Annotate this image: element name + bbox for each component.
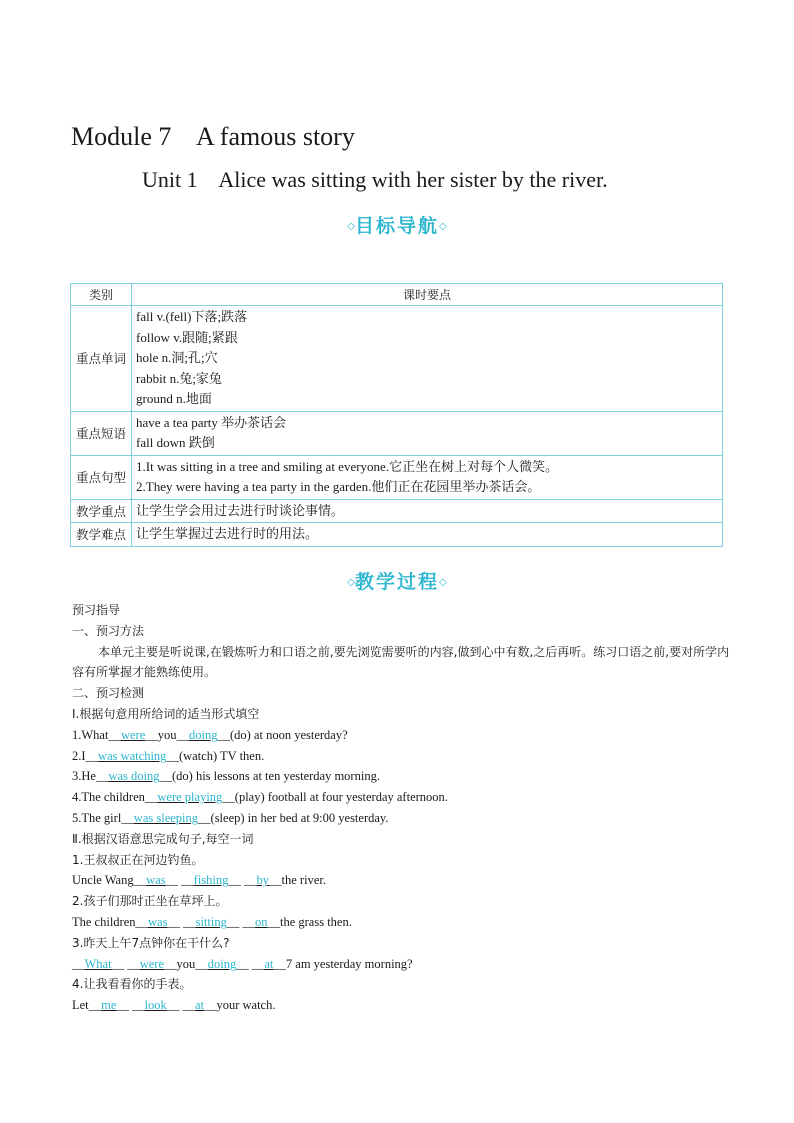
diamond-icon: ◇ <box>439 221 447 232</box>
text: 7 am yesterday morning? <box>285 956 413 971</box>
text: Uncle Wang <box>72 873 134 888</box>
table-line: fall v.(fell)下落;跌落 <box>136 309 248 324</box>
lesson-body <box>72 600 732 1016</box>
answer: doing <box>207 956 237 971</box>
exercise-item: The children__was__ __sitting__ __on__the grass then. <box>72 914 352 929</box>
translation-prompt: 3.昨天上午7点钟你在干什么? <box>72 935 230 950</box>
answer: was doing <box>108 769 160 784</box>
subheading: 一、预习方法 <box>72 623 145 638</box>
text: your watch. <box>216 998 276 1013</box>
answer: at <box>194 998 204 1013</box>
text: (do) his lessons at ten yesterday morning. <box>172 769 380 784</box>
exercise-item: __What__ __were__you__doing__ __at__7 am yesterday morning? <box>72 956 413 971</box>
text: 4.The children <box>72 790 145 805</box>
answer: by <box>256 873 270 888</box>
exercise-item: 1.What__were__you__doing__(do) at noon yesterday? <box>72 727 348 742</box>
answer: on <box>254 914 268 929</box>
table-row <box>71 499 723 523</box>
section-heading-goals <box>0 211 794 238</box>
text: (play) football at four yesterday afternoon. <box>234 790 448 805</box>
table-line: rabbit n.兔;家兔 <box>136 370 222 386</box>
translation-prompt: 2.孩子们那时正坐在草坪上。 <box>72 894 228 909</box>
text: you <box>176 956 196 971</box>
exercise-title: Ⅰ.根据句意用所给词的适当形式填空 <box>72 706 260 721</box>
exercise-item: 5.The girl__was sleeping__(sleep) in her bed at 9:00 yesterday. <box>72 810 389 825</box>
section-title: 教学过程 <box>354 571 439 593</box>
table-content <box>132 411 723 455</box>
table-row <box>71 523 723 547</box>
table-header: 课时要点 <box>132 284 723 306</box>
subheading: 预习指导 <box>72 603 121 617</box>
answer: was watching <box>98 748 167 763</box>
table-row <box>71 306 723 412</box>
table-header-row <box>71 284 723 306</box>
answer: was <box>148 914 168 929</box>
text: the grass then. <box>279 914 352 929</box>
text: 2.I <box>72 748 86 763</box>
key-points-table <box>70 283 723 547</box>
diamond-icon: ◇ <box>439 577 447 588</box>
table-category: 重点句型 <box>71 455 132 499</box>
table-category: 教学重点 <box>71 499 132 523</box>
text: Let <box>72 998 89 1013</box>
answer: What <box>84 956 112 971</box>
table-content <box>132 499 723 523</box>
table-row <box>71 411 723 455</box>
table-line: ground n.地面 <box>136 391 212 406</box>
exercise-item: Let__me__ __look__ __at__your watch. <box>72 998 276 1013</box>
exercise-title: Ⅱ.根据汉语意思完成句子,每空一词 <box>72 831 254 846</box>
table-category: 重点短语 <box>71 411 132 455</box>
table-row <box>71 455 723 499</box>
translation-prompt: 1.王叔叔正在河边钓鱼。 <box>72 852 204 867</box>
module-title: Module 7 A famous story <box>71 122 355 151</box>
diamond-icon: ◇ <box>347 577 355 588</box>
exercise-item: 2.I__was watching__(watch) TV then. <box>72 748 265 763</box>
answer: at <box>264 956 274 971</box>
answer: were <box>139 956 164 971</box>
table-content <box>132 455 723 499</box>
answer: were <box>120 727 146 742</box>
table-line: have a tea party 举办茶话会 <box>136 414 287 430</box>
text: 5.The girl <box>72 810 122 825</box>
text: the river. <box>281 873 326 888</box>
answer: were playing <box>157 790 223 805</box>
table-line: 让学生学会用过去进行时谈论事情。 <box>136 502 345 518</box>
text: (do) at noon yesterday? <box>229 727 348 742</box>
text: 3.He <box>72 769 96 784</box>
text: The children <box>72 914 136 929</box>
table-header: 类别 <box>71 284 132 306</box>
answer: fishing <box>193 873 229 888</box>
table-line: fall down 跌倒 <box>136 435 215 450</box>
section-title: 目标导航 <box>354 215 439 237</box>
table-line: hole n.洞;孔;穴 <box>136 350 218 365</box>
exercise-item: 4.The children__were playing__(play) football at four yesterday afternoon. <box>72 790 448 805</box>
text: you <box>157 727 177 742</box>
table-category: 教学难点 <box>71 523 132 547</box>
text: 1.What <box>72 727 109 742</box>
section-heading-process <box>0 567 794 594</box>
diamond-icon: ◇ <box>347 221 355 232</box>
table-content <box>132 523 723 547</box>
exercise-item: Uncle Wang__was__ __fishing__ __by__the river. <box>72 873 326 888</box>
translation-prompt: 4.让我看看你的手表。 <box>72 977 192 992</box>
table-line: 1.It was sitting in a tree and smiling at everyone.它正坐在树上对每个人微笑。 <box>136 458 559 474</box>
table-content <box>132 306 723 412</box>
table-category: 重点单词 <box>71 306 132 412</box>
table-line: 让学生掌握过去进行时的用法。 <box>136 526 319 541</box>
answer: was <box>146 873 166 888</box>
paragraph: 本单元主要是听说课,在锻炼听力和口语之前,要先浏览需要听的内容,做到心中有数,之后再听。练习口语之前,要对所学内容有所掌握才能熟练使用。 <box>72 644 730 680</box>
answer: was sleeping <box>133 810 199 825</box>
answer: sitting <box>195 914 227 929</box>
table-line: 2.They were having a tea party in the garden.他们正在花园里举办茶话会。 <box>136 479 541 494</box>
subheading: 二、预习检测 <box>72 686 145 701</box>
text: (watch) TV then. <box>178 748 265 763</box>
answer: me <box>101 998 117 1013</box>
unit-title: Unit 1 Alice was sitting with her sister by the river. <box>142 167 608 192</box>
answer: look <box>144 998 167 1013</box>
exercise-item: 3.He__was doing__(do) his lessons at ten yesterday morning. <box>72 769 380 784</box>
table-line: follow v.跟随;紧跟 <box>136 329 238 345</box>
text: (sleep) in her bed at 9:00 yesterday. <box>210 810 389 825</box>
answer: doing <box>189 727 218 742</box>
